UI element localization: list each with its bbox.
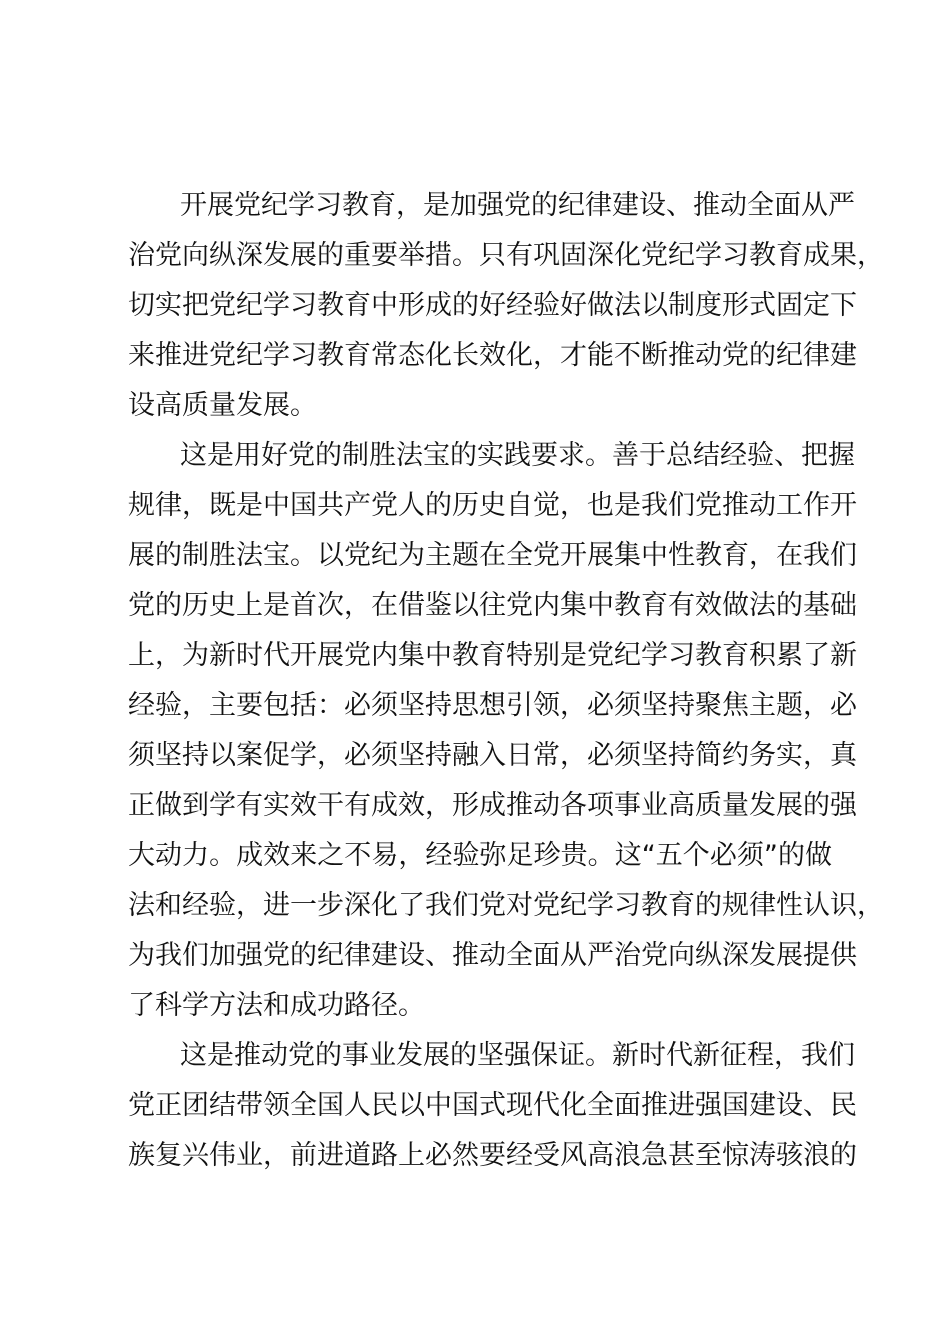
text-line: 党正团结带领全国人民以中国式现代化全面推进强国建设、民: [128, 1090, 857, 1121]
text-line: 为我们加强党的纪律建设、推动全面从严治党向纵深发展提供: [128, 940, 857, 971]
text-line: 治党向纵深发展的重要举措。只有巩固深化党纪学习教育成果，: [128, 240, 884, 271]
text-line: 设高质量发展。: [128, 390, 317, 421]
text-line: 来推进党纪学习教育常态化长效化，才能不断推动党的纪律建: [128, 340, 857, 371]
text-line: 正做到学有实效干有成效，形成推动各项事业高质量发展的强: [128, 790, 857, 821]
text-line: 大动力。成效来之不易，经验弥足珍贵。这“五个必须”的做: [128, 840, 832, 871]
text-line: 经验，主要包括：必须坚持思想引领，必须坚持聚焦主题，必: [128, 690, 857, 721]
text-line: 法和经验，进一步深化了我们党对党纪学习教育的规律性认识，: [128, 890, 884, 921]
text-line: 了科学方法和成功路径。: [128, 990, 425, 1021]
text-line: 党的历史上是首次，在借鉴以往党内集中教育有效做法的基础: [128, 590, 857, 621]
text-line: 规律，既是中国共产党人的历史自觉，也是我们党推动工作开: [128, 490, 857, 521]
text-line: 展的制胜法宝。以党纪为主题在全党开展集中性教育，在我们: [128, 540, 857, 571]
text-line: 族复兴伟业，前进道路上必然要经受风高浪急甚至惊涛骇浪的: [128, 1140, 857, 1171]
text-line: 开展党纪学习教育，是加强党的纪律建设、推动全面从严: [180, 190, 855, 221]
text-line: 这是用好党的制胜法宝的实践要求。善于总结经验、把握: [180, 440, 855, 471]
text-line: 这是推动党的事业发展的坚强保证。新时代新征程，我们: [180, 1040, 855, 1071]
text-line: 须坚持以案促学，必须坚持融入日常，必须坚持简约务实，真: [128, 740, 857, 771]
text-line: 切实把党纪学习教育中形成的好经验好做法以制度形式固定下: [128, 290, 857, 321]
text-line: 上，为新时代开展党内集中教育特别是党纪学习教育积累了新: [128, 640, 857, 671]
